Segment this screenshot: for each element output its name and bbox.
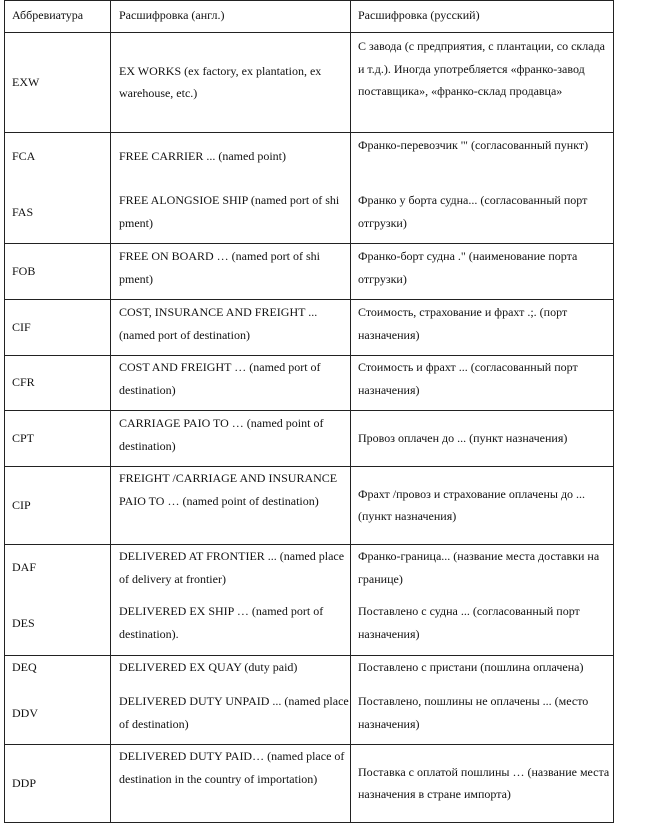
ru-cpt: Провоз оплачен до ... (пункт назначения) bbox=[358, 430, 568, 445]
abbr-fas: FAS bbox=[12, 205, 34, 219]
abbr-cpt: CPT bbox=[12, 430, 35, 445]
table-row-divider bbox=[4, 132, 614, 133]
table-border-right bbox=[613, 0, 614, 823]
en-ddv: DELIVERED DUTY UNPAID ... (named place of destination) bbox=[119, 694, 349, 731]
table-column-divider bbox=[110, 0, 111, 823]
ru-cif: Стоимость, страхование и фрахт .;. (порт назначения) bbox=[358, 305, 568, 342]
ru-ddp: Поставка с оплатой пошлины … (название места назначения в стране импорта) bbox=[358, 764, 610, 801]
ru-fas: Франко у борта судна... (согласованный порт отгрузки) bbox=[358, 193, 588, 230]
ru-fca: Франко-перевозчик '" (согласованный пункт) bbox=[358, 138, 589, 152]
ru-des: Поставлено с судна ... (согласованный порт назначения) bbox=[358, 604, 580, 641]
en-des: DELIVERED EX SHIP … (named port of destination). bbox=[119, 604, 324, 641]
en-deq: DELIVERED EX QUAY (duty paid) bbox=[119, 660, 298, 674]
en-fca: FREE CARRIER ... (named point) bbox=[119, 149, 286, 163]
en-fob: FREE ON BOARD … (named port of shi pment) bbox=[119, 249, 320, 286]
abbr-des: DES bbox=[12, 616, 35, 630]
abbr-cif: CIF bbox=[12, 319, 31, 334]
ru-daf: Франко-граница... (название места доставки на границе) bbox=[358, 549, 600, 586]
table-column-divider bbox=[350, 0, 351, 823]
en-exw: EX WORKS (ex factory, ex plantation, ex warehouse, etc.) bbox=[119, 63, 322, 100]
ru-fob: Франко-борт судна ." (наименование порта отгрузки) bbox=[358, 249, 578, 286]
abbr-ddp: DDP bbox=[12, 775, 37, 790]
table-border-bottom bbox=[4, 822, 614, 823]
header-english: Расшифровка (англ.) bbox=[119, 8, 225, 22]
abbr-cip: CIP bbox=[12, 497, 31, 512]
ru-cfr: Стоимость и фрахт ... (согласованный порт назначения) bbox=[358, 360, 578, 397]
ru-ddv: Поставлено, пошлины не оплачены ... (место назначения) bbox=[358, 694, 589, 731]
ru-deq: Поставлено с пристани (пошлина оплачена) bbox=[358, 660, 584, 674]
abbr-fca: FCA bbox=[12, 149, 36, 163]
en-cpt: CARRIAGE PAIO TO … (named point of destination) bbox=[119, 416, 324, 453]
abbr-exw: EXW bbox=[12, 74, 40, 89]
ru-exw: С завода (с предприятия, с плантации, со склада и т.д.). Иногда употребляется «франко-завод поставщика», «франко-склад продавца» bbox=[358, 39, 606, 98]
en-cfr: COST AND FREIGHT … (named port of destination) bbox=[119, 360, 321, 397]
header-russian: Расшифровка (русский) bbox=[358, 8, 480, 22]
abbr-deq: DEQ bbox=[12, 660, 37, 674]
abbr-daf: DAF bbox=[12, 560, 37, 574]
abbr-ddv: DDV bbox=[12, 706, 38, 720]
header-abbreviation: Аббревиатура bbox=[12, 8, 84, 22]
en-cip: FREIGHT /CARRIAGE AND INSURANCE PAIO TO … (named point of destination) bbox=[119, 471, 338, 508]
en-cif: COST, INSURANCE AND FREIGHT ... (named port of destination) bbox=[119, 305, 318, 342]
abbr-fob: FOB bbox=[12, 263, 36, 278]
en-daf: DELIVERED AT FRONTIER ... (named place of delivery at frontier) bbox=[119, 549, 345, 586]
en-fas: FREE ALONGSIOE SHIP (named port of shi pment) bbox=[119, 193, 340, 230]
table-border-left bbox=[4, 0, 5, 823]
incoterms-table bbox=[4, 0, 614, 823]
ru-cip: Фрахт /провоз и страхование оплачены до ... (пункт назначения) bbox=[358, 486, 586, 523]
en-ddp: DELIVERED DUTY PAID… (named place of destination in the country of importation) bbox=[119, 749, 345, 786]
table-border-top bbox=[4, 0, 614, 1]
abbr-cfr: CFR bbox=[12, 375, 35, 390]
